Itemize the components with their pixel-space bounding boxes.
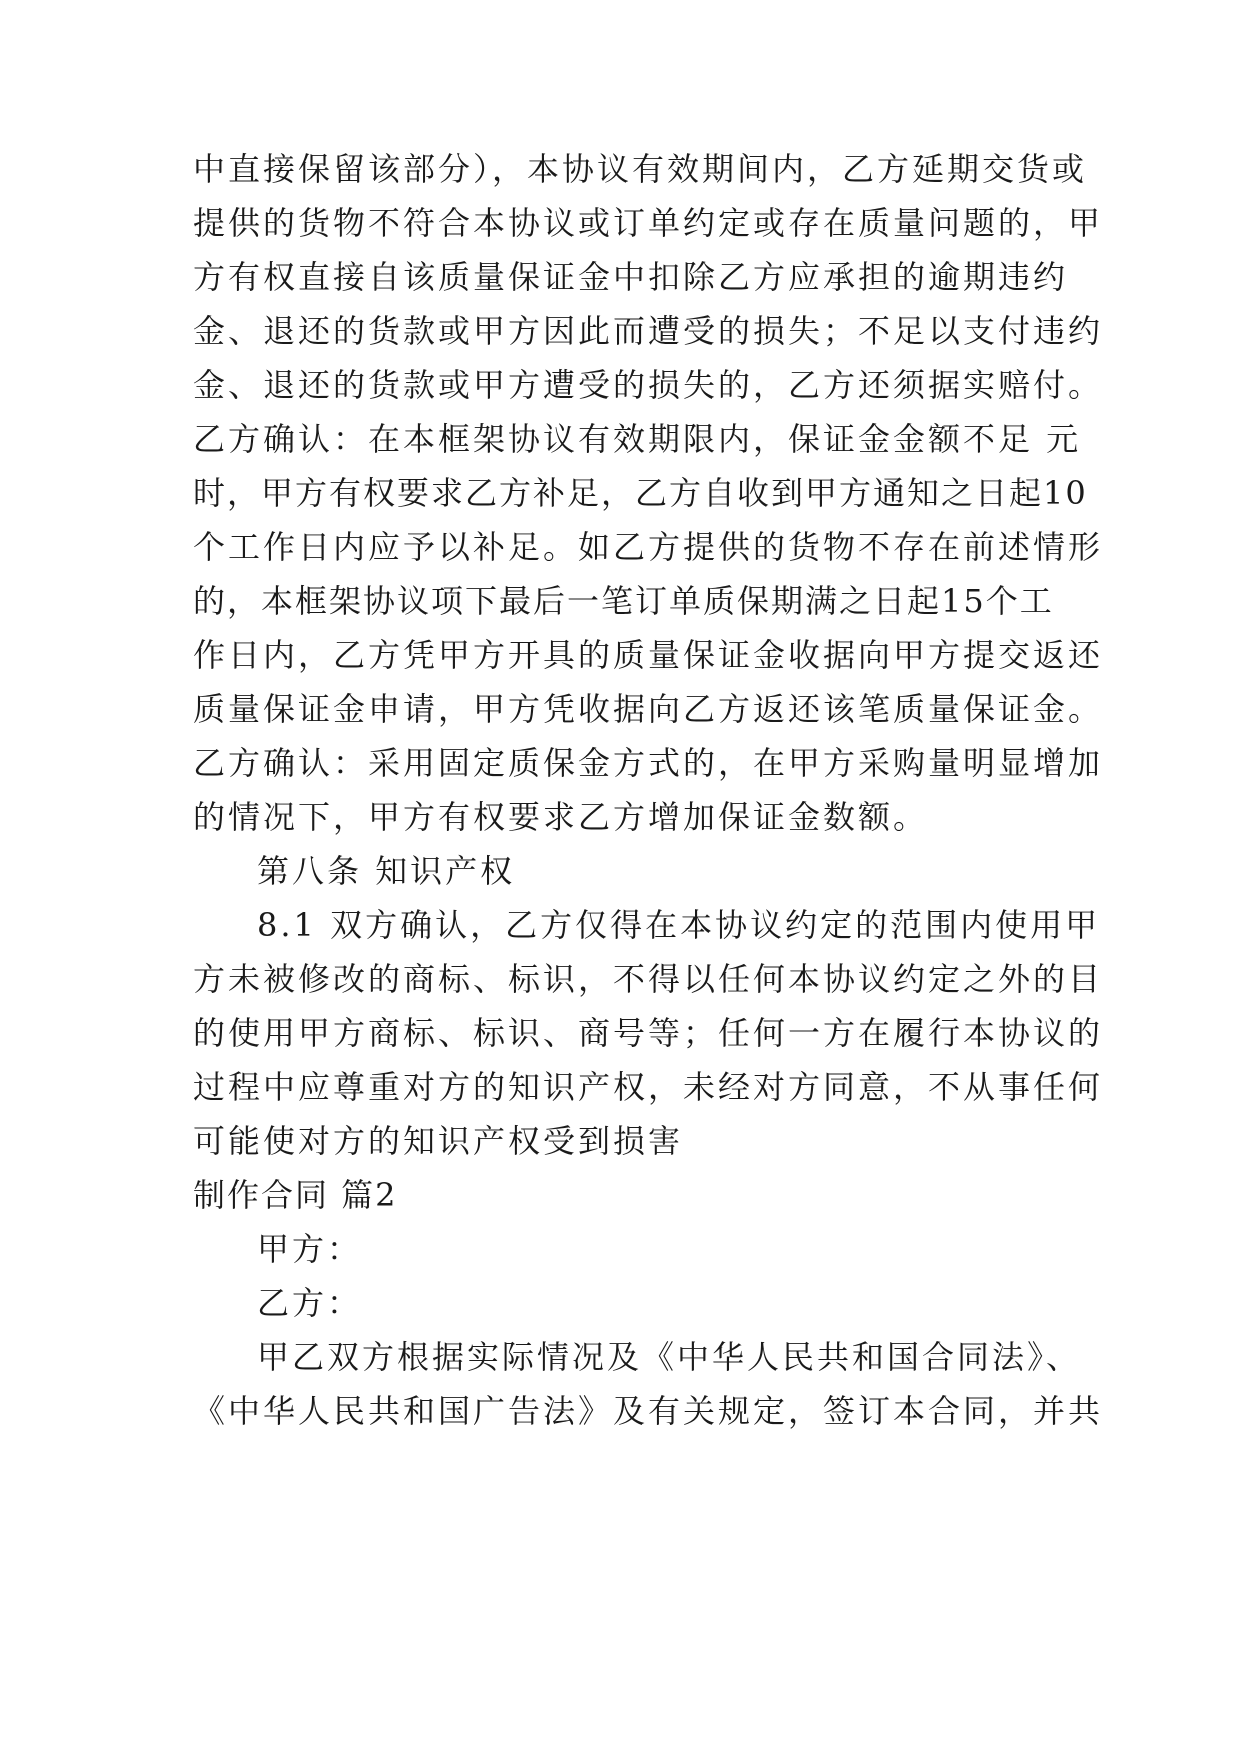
section-heading: 第八条 知识产权 [257,852,516,890]
party-a-label: 甲方： [257,1230,363,1268]
body-text-line: 个工作日内应予以补足。如乙方提供的货物不存在前述情形 [193,528,1104,566]
body-text-line: 作日内，乙方凭甲方开具的质量保证金收据向甲方提交返还 [193,636,1104,674]
body-text-line: 提供的货物不符合本协议或订单约定或存在质量问题的，甲 [193,204,1104,242]
body-text-line: 中直接保留该部分），本协议有效期间内，乙方延期交货或 [193,150,1088,188]
body-text-line: 方未被修改的商标、标识，不得以任何本协议约定之外的目 [193,960,1104,998]
body-text-line: 过程中应尊重对方的知识产权，未经对方同意，不从事任何 [193,1068,1104,1106]
body-text-line: 的使用甲方商标、标识、商号等；任何一方在履行本协议的 [193,1014,1104,1052]
body-text-line: 的，本框架协议项下最后一笔订单质保期满之日起15个工 [193,582,1054,620]
section-title: 制作合同 篇2 [193,1176,398,1214]
body-text-line: 时，甲方有权要求乙方补足，乙方自收到甲方通知之日起10 [193,474,1088,512]
body-text-line: 金、退还的货款或甲方遭受的损失的，乙方还须据实赔付。 [193,366,1104,404]
body-text-line: 金、退还的货款或甲方因此而遭受的损失；不足以支付违约 [193,312,1104,350]
body-text-line: 方有权直接自该质量保证金中扣除乙方应承担的逾期违约 [193,258,1069,296]
body-text-line: 甲乙双方根据实际情况及《中华人民共和国合同法》、 [257,1338,1082,1376]
body-text-line: 《中华人民共和国广告法》及有关规定，签订本合同，并共 [193,1392,1104,1430]
body-text-line: 乙方确认：采用固定质保金方式的，在甲方采购量明显增加 [193,744,1104,782]
body-text-line: 可能使对方的知识产权受到损害 [193,1122,684,1160]
body-text-line: 质量保证金申请，甲方凭收据向乙方返还该笔质量保证金。 [193,690,1104,728]
body-text-line: 8.1 双方确认，乙方仅得在本协议约定的范围内使用甲 [257,906,1101,944]
body-text-line: 乙方确认：在本框架协议有效期限内，保证金金额不足 元 [193,420,1082,458]
party-b-label: 乙方： [257,1284,363,1322]
body-text-line: 的情况下，甲方有权要求乙方增加保证金数额。 [193,798,929,836]
